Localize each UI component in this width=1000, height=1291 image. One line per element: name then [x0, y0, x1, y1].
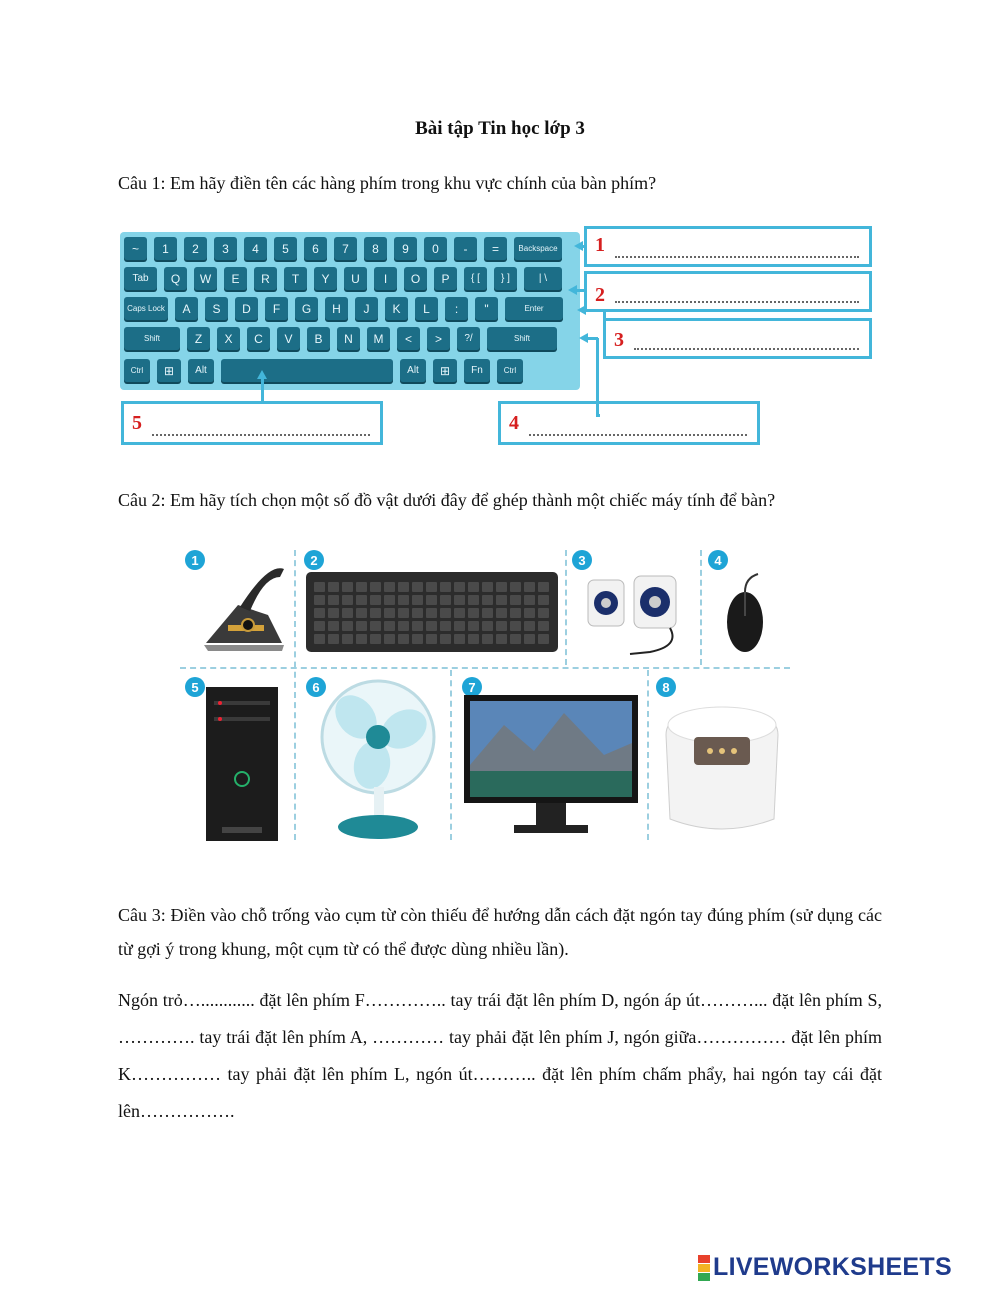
keycap	[510, 595, 521, 605]
device-badge: 5	[185, 677, 205, 697]
key: Alt	[188, 359, 214, 382]
key: H	[325, 297, 348, 320]
keycap	[538, 634, 549, 644]
key: 0	[424, 237, 447, 260]
keycap	[482, 621, 493, 631]
keycap	[426, 582, 437, 592]
keycap	[384, 634, 395, 644]
keycap	[412, 608, 423, 618]
keycap	[524, 582, 535, 592]
keycap	[524, 608, 535, 618]
keycap	[328, 595, 339, 605]
logo-text: LIVEWORKSHEETS	[713, 1253, 952, 1281]
keycap	[496, 582, 507, 592]
key: B	[307, 327, 330, 350]
keycap	[454, 595, 465, 605]
key: -	[454, 237, 477, 260]
key: W	[194, 267, 217, 290]
key: 7	[334, 237, 357, 260]
connector-line-3	[584, 309, 604, 312]
fill-line	[529, 434, 747, 436]
connector-line-5	[261, 376, 264, 402]
keycap	[426, 595, 437, 605]
key: P	[434, 267, 457, 290]
key: D	[235, 297, 258, 320]
key: Ctrl	[124, 359, 150, 382]
keycap	[496, 608, 507, 618]
key: U	[344, 267, 367, 290]
keycap	[468, 582, 479, 592]
speakers-image[interactable]	[580, 570, 692, 660]
key: Ctrl	[497, 359, 523, 382]
keycap	[426, 608, 437, 618]
keycap	[440, 608, 451, 618]
keycap	[398, 621, 409, 631]
keycap	[468, 634, 479, 644]
fill-line	[152, 434, 370, 436]
fill-line	[634, 348, 859, 350]
device-badge: 7	[462, 677, 482, 697]
key: X	[217, 327, 240, 350]
keycap	[370, 595, 381, 605]
box-number: 2	[595, 284, 605, 306]
fill-line	[615, 301, 859, 303]
arrow-head-4	[579, 333, 588, 343]
keycap	[538, 595, 549, 605]
keycap	[342, 621, 353, 631]
key: ?/	[457, 327, 480, 350]
device-badge: 6	[306, 677, 326, 697]
keycap	[482, 608, 493, 618]
keycap	[384, 582, 395, 592]
key: A	[175, 297, 198, 320]
key: Fn	[464, 359, 490, 382]
keycap	[356, 595, 367, 605]
keycap	[314, 608, 325, 618]
key: I	[374, 267, 397, 290]
keycap	[440, 621, 451, 631]
keycap	[398, 634, 409, 644]
answer-box-4[interactable]	[498, 401, 760, 445]
device-badge: 1	[185, 550, 205, 570]
keycap	[314, 621, 325, 631]
box-number: 4	[509, 412, 519, 434]
key: Enter	[505, 297, 563, 320]
key: 6	[304, 237, 327, 260]
key: 4	[244, 237, 267, 260]
question-3: Câu 3: Điền vào chỗ trống vào cụm từ còn thiếu để hướng dẫn cách đặt ngón tay đúng phím (sử dụng các từ gợi ý trong khung, một cụm từ có thể được dùng nhiều lần).	[118, 905, 882, 959]
connector-line-3b	[603, 309, 606, 339]
keycap	[342, 634, 353, 644]
keycap	[384, 595, 395, 605]
key: | \	[524, 267, 562, 290]
rice-cooker-image[interactable]	[658, 695, 786, 843]
answer-box-3[interactable]	[603, 318, 872, 359]
keycap	[398, 608, 409, 618]
keycap	[426, 634, 437, 644]
keycap	[342, 608, 353, 618]
key: F	[265, 297, 288, 320]
keycap	[510, 582, 521, 592]
key: 9	[394, 237, 417, 260]
device-badge: 3	[572, 550, 592, 570]
keycap	[398, 582, 409, 592]
key: Q	[164, 267, 187, 290]
keycap	[314, 582, 325, 592]
keycap	[440, 595, 451, 605]
connector-line-4	[596, 338, 599, 416]
keycap	[328, 621, 339, 631]
keycap	[468, 595, 479, 605]
keycap	[482, 595, 493, 605]
logo-icon	[698, 1255, 710, 1281]
key: R	[254, 267, 277, 290]
arrow-head-1	[574, 241, 583, 251]
connector-line-4c	[596, 414, 600, 417]
device-badge: 2	[304, 550, 324, 570]
keycap	[328, 634, 339, 644]
key: <	[397, 327, 420, 350]
keycap	[538, 582, 549, 592]
key: S	[205, 297, 228, 320]
key: M	[367, 327, 390, 350]
grid-divider	[700, 550, 702, 665]
keycap	[314, 634, 325, 644]
keycap	[538, 621, 549, 631]
iron-image[interactable]	[198, 555, 288, 655]
key: Y	[314, 267, 337, 290]
keycap	[412, 621, 423, 631]
keycap	[468, 608, 479, 618]
arrow-head-3	[577, 305, 586, 315]
keycap	[440, 634, 451, 644]
key: "	[475, 297, 498, 320]
keycap	[482, 634, 493, 644]
key: Tab	[124, 267, 157, 290]
key: } ]	[494, 267, 517, 290]
keycap	[412, 582, 423, 592]
grid-divider	[294, 550, 296, 840]
device-badge: 8	[656, 677, 676, 697]
question-2: Câu 2: Em hãy tích chọn một số đồ vật dưới đây để ghép thành một chiếc máy tính để bàn?	[118, 490, 776, 510]
keyboard-device-image[interactable]	[306, 572, 558, 652]
device-grid	[180, 545, 790, 845]
key: =	[484, 237, 507, 260]
key: ⊞	[433, 359, 457, 382]
keycap	[440, 582, 451, 592]
keycap	[342, 582, 353, 592]
keycap	[356, 634, 367, 644]
keycap	[356, 582, 367, 592]
fan-image[interactable]	[316, 677, 440, 843]
box-number: 3	[614, 329, 624, 351]
keycap	[454, 608, 465, 618]
grid-divider	[647, 670, 649, 840]
key: 5	[274, 237, 297, 260]
key-spacebar	[221, 359, 393, 382]
keycap	[496, 595, 507, 605]
page-title: Bài tập Tin học lớp 3	[415, 118, 585, 139]
keycap	[426, 621, 437, 631]
keycap	[524, 621, 535, 631]
key: Z	[187, 327, 210, 350]
arrow-head-2	[568, 285, 577, 295]
grid-divider	[450, 670, 452, 840]
keycap	[342, 595, 353, 605]
key: O	[404, 267, 427, 290]
key: Shift	[487, 327, 557, 350]
keycap	[454, 582, 465, 592]
keycap	[454, 621, 465, 631]
keycap	[510, 634, 521, 644]
key: { [	[464, 267, 487, 290]
key: Alt	[400, 359, 426, 382]
keycap	[314, 595, 325, 605]
key: ~	[124, 237, 147, 260]
keycap	[524, 595, 535, 605]
keycap	[328, 608, 339, 618]
key: G	[295, 297, 318, 320]
fill-in-paragraph[interactable]: Ngón trỏ…............ đặt lên phím F………….. tay trái đặt lên phím D, ngón áp út………... đặt lên phím S, …………. tay trái đặt lên phím A, ………… tay phải đặt lên phím J, ngón giữa…………… đặt lên phím K…………… tay phải đặt lên phím L, ngón út……….. đặt lên phím chấm phẩy, hai ngón tay cái đặt lên…………….	[118, 990, 882, 1121]
key: Backspace	[514, 237, 562, 260]
keycap	[510, 621, 521, 631]
keycap	[328, 582, 339, 592]
keycap	[524, 634, 535, 644]
keycap	[370, 634, 381, 644]
fill-line	[615, 256, 859, 258]
keycap	[510, 608, 521, 618]
key: ⊞	[157, 359, 181, 382]
liveworksheets-logo	[698, 1253, 952, 1282]
key: 8	[364, 237, 387, 260]
keycap	[356, 621, 367, 631]
monitor-image[interactable]	[464, 695, 638, 845]
arrow-head-5	[257, 370, 267, 379]
keycap	[370, 621, 381, 631]
keycap	[412, 634, 423, 644]
key: Caps Lock	[124, 297, 168, 320]
key: E	[224, 267, 247, 290]
key: >	[427, 327, 450, 350]
keycap	[496, 621, 507, 631]
key: T	[284, 267, 307, 290]
key: C	[247, 327, 270, 350]
keycap	[538, 608, 549, 618]
keycap	[468, 621, 479, 631]
key: Shift	[124, 327, 180, 350]
device-badge: 4	[708, 550, 728, 570]
keycap	[370, 582, 381, 592]
keycap	[412, 595, 423, 605]
keycap	[384, 608, 395, 618]
answer-box-2[interactable]	[584, 271, 872, 312]
grid-divider	[565, 550, 567, 665]
keycap	[496, 634, 507, 644]
key: J	[355, 297, 378, 320]
keycap	[454, 634, 465, 644]
keycap	[482, 582, 493, 592]
mouse-image[interactable]	[720, 570, 780, 660]
keycap	[370, 608, 381, 618]
keycap	[384, 621, 395, 631]
box-number: 5	[132, 412, 142, 434]
key: N	[337, 327, 360, 350]
key: 1	[154, 237, 177, 260]
key: K	[385, 297, 408, 320]
box-number: 1	[595, 234, 605, 256]
keyboard-image	[120, 232, 580, 390]
computer-case-image[interactable]	[206, 687, 280, 843]
keycap	[398, 595, 409, 605]
grid-divider	[180, 667, 790, 669]
key: 2	[184, 237, 207, 260]
key: V	[277, 327, 300, 350]
key: 3	[214, 237, 237, 260]
answer-box-1[interactable]	[584, 226, 872, 267]
key: :	[445, 297, 468, 320]
key: L	[415, 297, 438, 320]
question-1: Câu 1: Em hãy điền tên các hàng phím trong khu vực chính của bàn phím?	[118, 173, 657, 193]
keycap	[356, 608, 367, 618]
answer-box-5[interactable]	[121, 401, 383, 445]
